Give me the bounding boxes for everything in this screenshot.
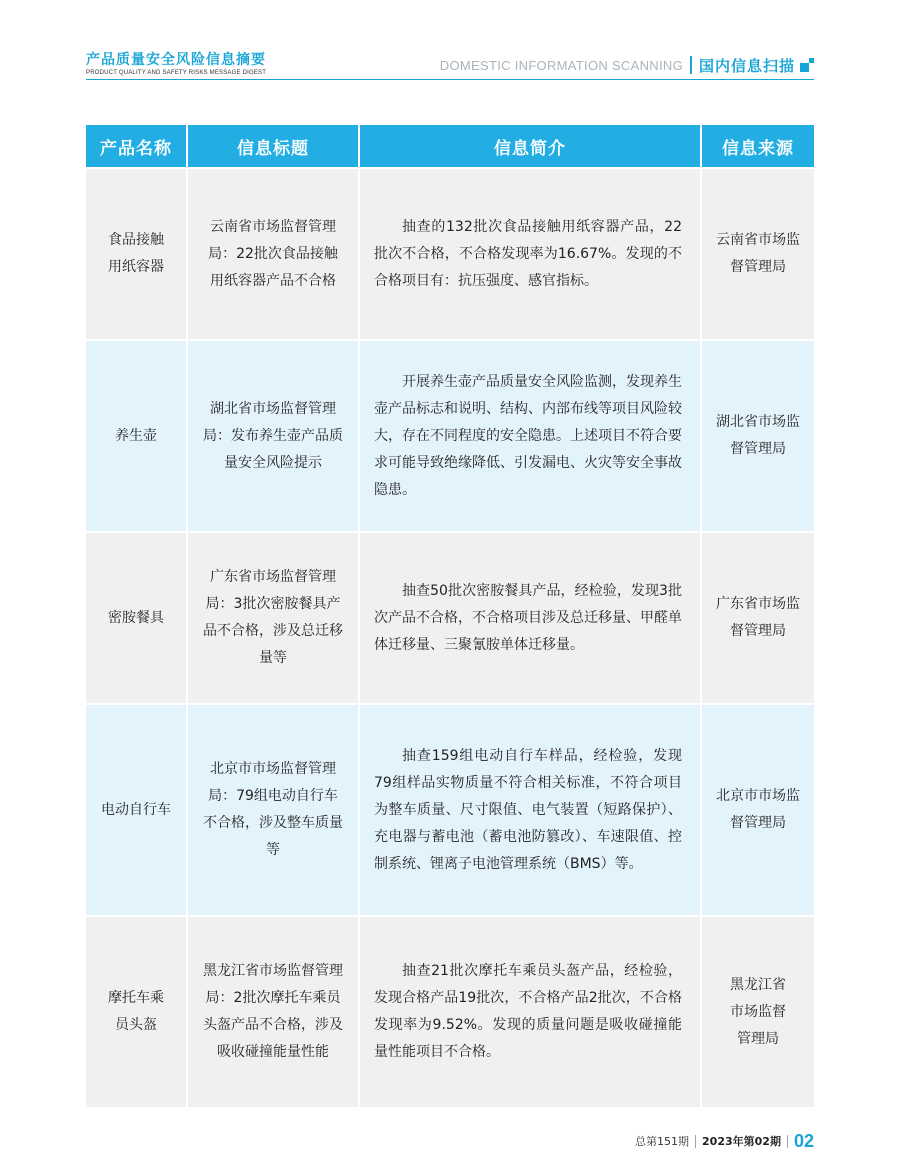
table-row <box>86 339 814 531</box>
cell-title: 北京市市场监督管理局：79组电动自行车不合格，涉及整车质量等 <box>188 703 360 915</box>
table-row <box>86 531 814 703</box>
info-table <box>86 125 814 1107</box>
cell-product: 食品接触用纸容器 <box>86 167 188 339</box>
cell-source: 黑龙江省市场监督管理局 <box>702 915 814 1107</box>
footer-divider <box>695 1135 696 1148</box>
column-header-summary: 信息简介 <box>360 125 702 167</box>
year-issue: 2023年第02期 <box>702 1135 781 1148</box>
table-row <box>86 167 814 339</box>
cell-title: 黑龙江省市场监督管理局：2批次摩托车乘员头盔产品不合格，涉及吸收碰撞能量性能 <box>188 915 360 1107</box>
cell-source: 广东省市场监督管理局 <box>702 531 814 703</box>
cell-summary: 抽查50批次密胺餐具产品，经检验，发现3批次产品不合格，不合格项目涉及总迁移量、甲醛单体迁移量、三聚氰胺单体迁移量。 <box>360 531 702 703</box>
section-divider <box>690 56 692 74</box>
cell-source: 湖北省市场监督管理局 <box>702 339 814 531</box>
column-header-product: 产品名称 <box>86 125 188 167</box>
header-rule <box>86 79 814 80</box>
page-footer <box>635 1131 814 1151</box>
total-issue-number: 总第151期 <box>635 1135 690 1148</box>
cell-summary: 抽查21批次摩托车乘员头盔产品，经检验，发现合格产品19批次，不合格产品2批次，不合格发现率为9.52%。发现的质量问题是吸收碰撞能量性能项目不合格。 <box>360 915 702 1107</box>
cell-product: 养生壶 <box>86 339 188 531</box>
cell-source: 北京市市场监督管理局 <box>702 703 814 915</box>
column-header-title: 信息标题 <box>188 125 360 167</box>
section-title-en: DOMESTIC INFORMATION SCANNING <box>439 57 683 73</box>
cell-product: 电动自行车 <box>86 703 188 915</box>
table-row <box>86 915 814 1107</box>
publication-subtitle: PRODUCT QUALITY AND SAFETY RISKS MESSAGE DIGEST <box>86 70 267 76</box>
page-number: 02 <box>793 1130 814 1151</box>
cell-product: 密胺餐具 <box>86 531 188 703</box>
cell-title: 云南省市场监督管理局：22批次食品接触用纸容器产品不合格 <box>188 167 360 339</box>
footer-divider <box>787 1135 788 1148</box>
cell-summary: 抽查159组电动自行车样品，经检验，发现79组样品实物质量不符合相关标准，不符合项目为整车质量、尺寸限值、电气装置（短路保护）、充电器与蓄电池（蓄电池防篡改）、车速限值、控制系统、锂离子电池管理系统（BMS）等。 <box>360 703 702 915</box>
section-title-cn: 国内信息扫描 <box>698 56 795 75</box>
column-header-source: 信息来源 <box>702 125 814 167</box>
cell-product: 摩托车乘员头盔 <box>86 915 188 1107</box>
cell-source: 云南省市场监督管理局 <box>702 167 814 339</box>
running-header-left <box>86 52 266 77</box>
cell-title: 湖北省市场监督管理局：发布养生壶产品质量安全风险提示 <box>188 339 360 531</box>
cell-summary: 开展养生壶产品质量安全风险监测，发现养生壶产品标志和说明、结构、内部布线等项目风险较大，存在不同程度的安全隐患。上述项目不符合要求可能导致绝缘降低、引发漏电、火灾等安全事故隐患。 <box>360 339 702 531</box>
section-mark-icon <box>800 58 814 72</box>
publication-title: 产品质量安全风险信息摘要 <box>86 52 266 68</box>
running-header-right <box>440 55 814 75</box>
table-row <box>86 703 814 915</box>
cell-summary: 抽查的132批次食品接触用纸容器产品，22批次不合格，不合格发现率为16.67%。发现的不合格项目有：抗压强度、感官指标。 <box>360 167 702 339</box>
table-header-row <box>86 125 814 167</box>
cell-title: 广东省市场监督管理局：3批次密胺餐具产品不合格，涉及总迁移量等 <box>188 531 360 703</box>
